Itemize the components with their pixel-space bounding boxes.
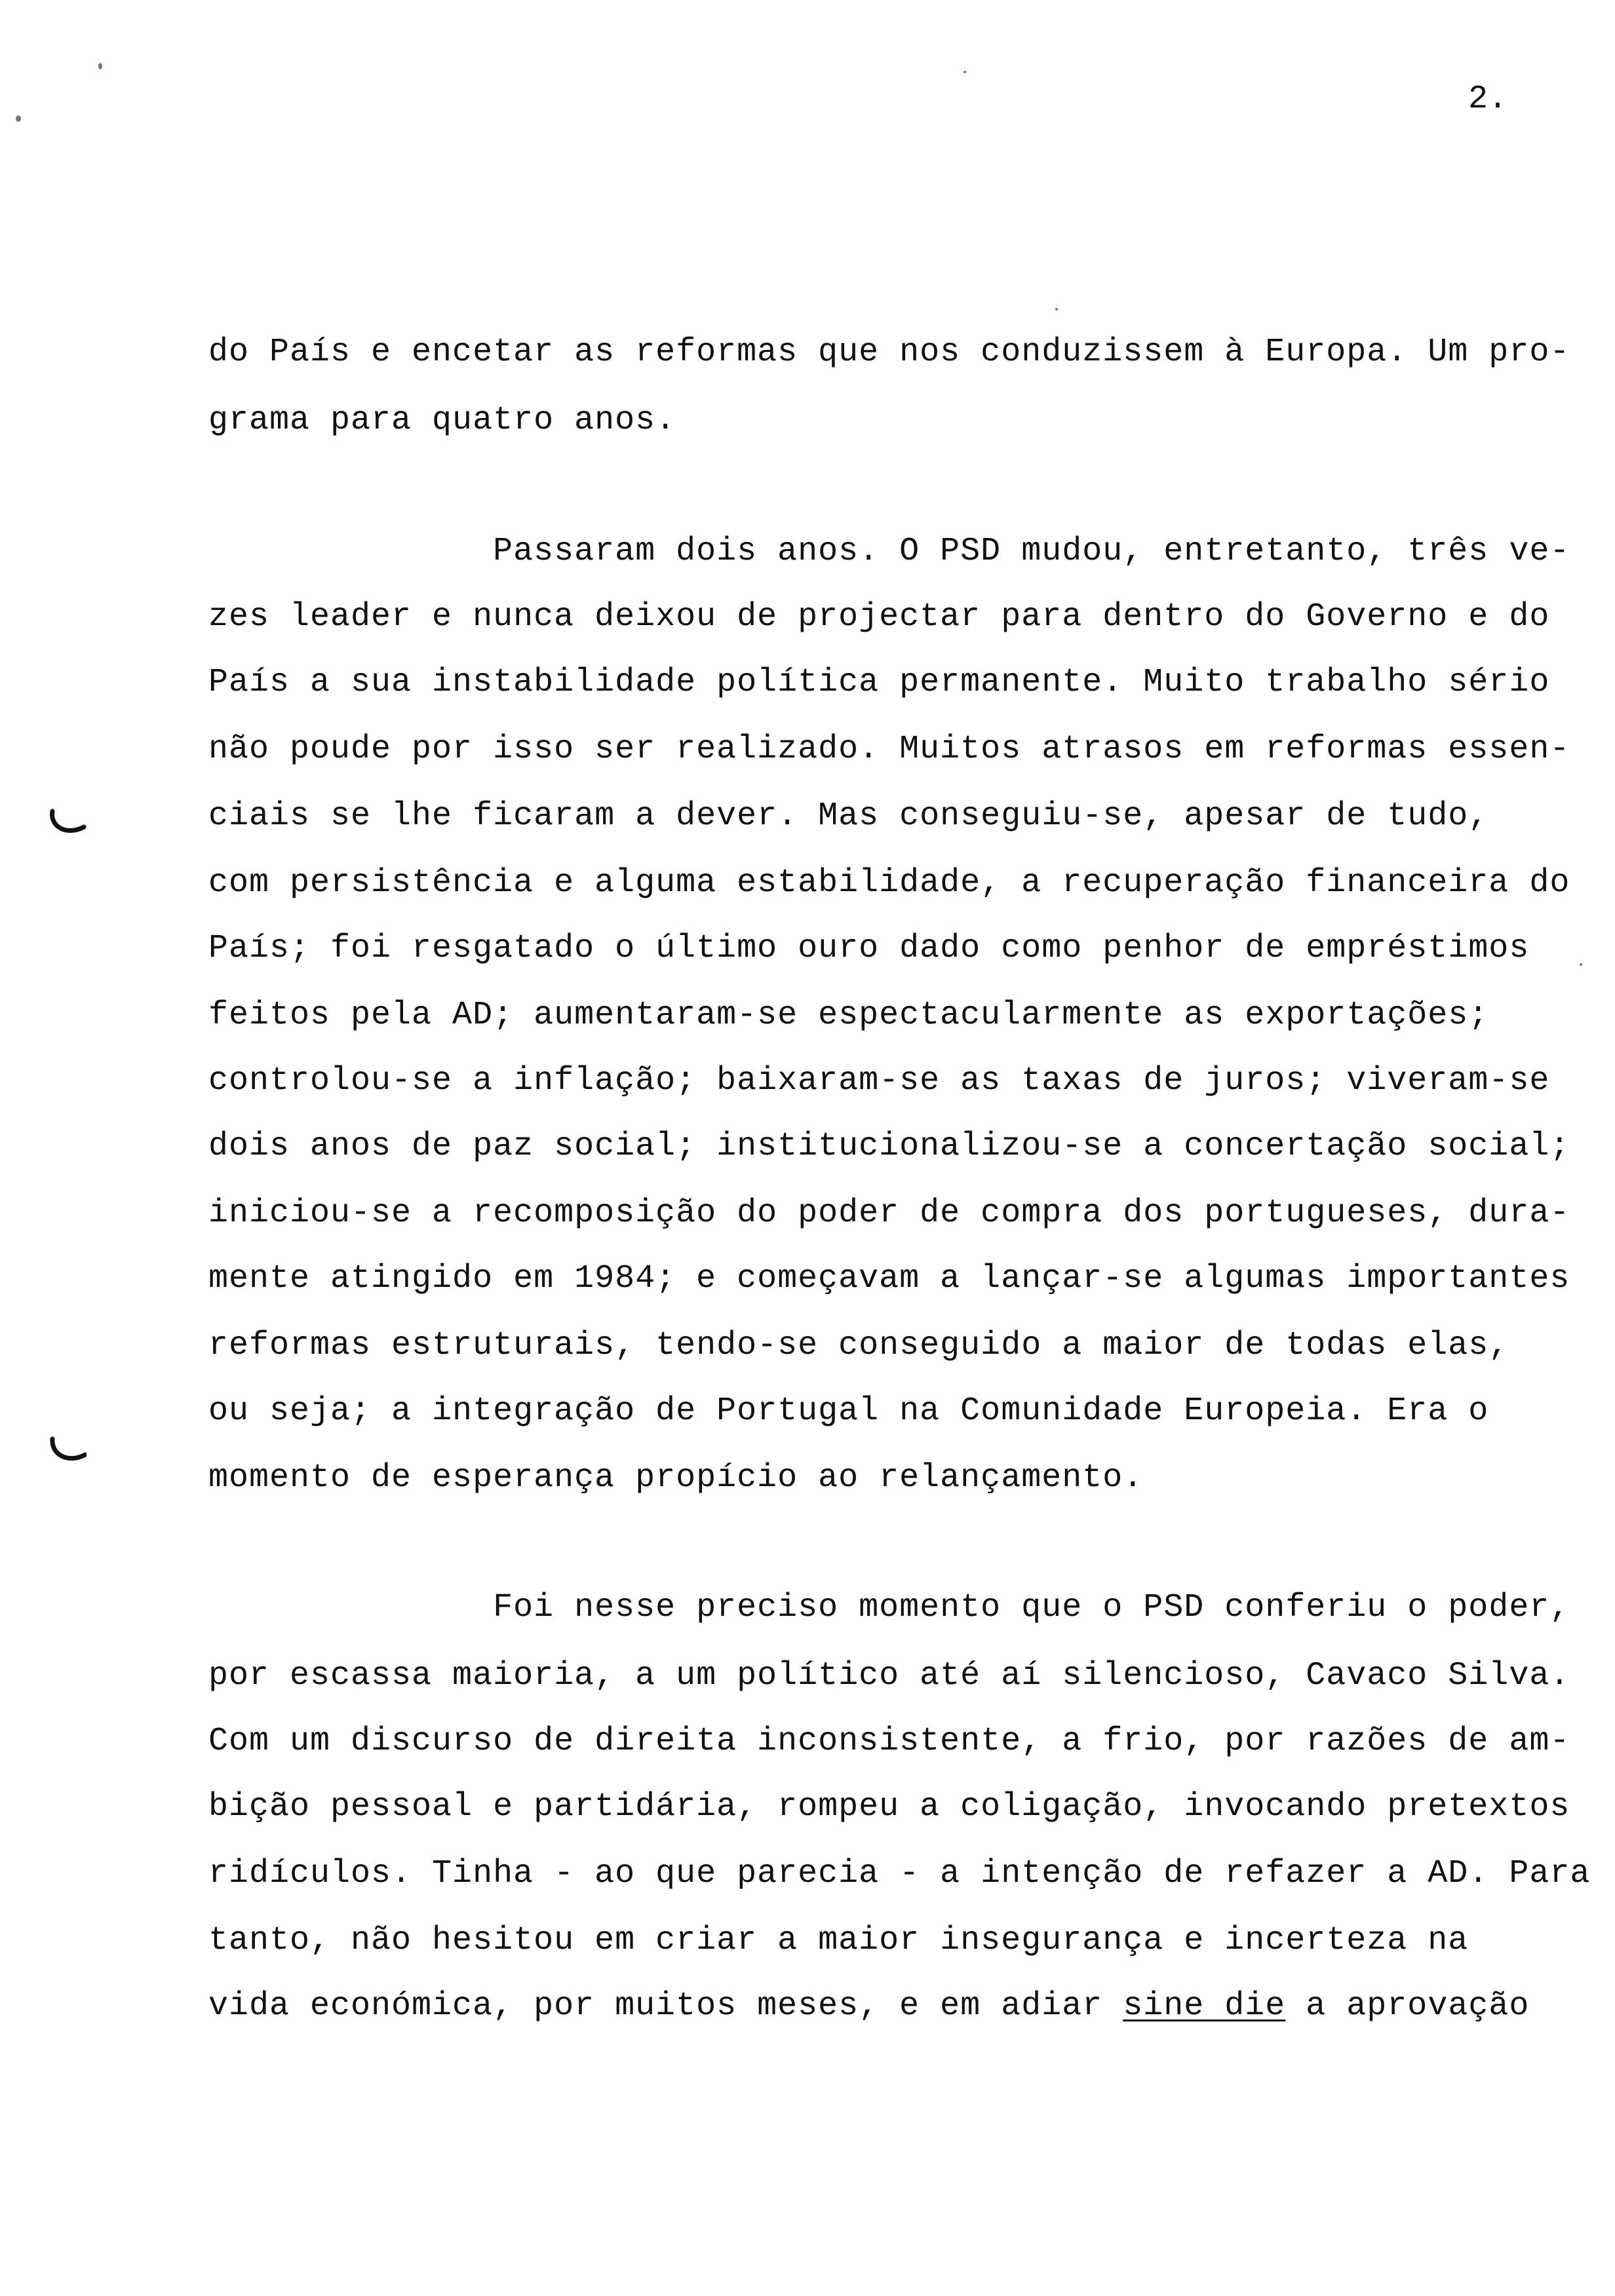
punch-hole-icon (47, 1435, 87, 1468)
text-line: não poude por isso ser realizado. Muitos atrasos em reformas essen- (208, 731, 1570, 768)
text-line: Foi nesse preciso momento que o PSD conferiu o poder, (208, 1589, 1570, 1626)
text-line: mente atingido em 1984; e começavam a lançar-se algumas importantes (208, 1260, 1570, 1297)
text-line: ou seja; a integração de Portugal na Comunidade Europeia. Era o (208, 1392, 1489, 1430)
text-line: momento de esperança propício ao relançamento. (208, 1459, 1144, 1497)
text-line: Passaram dois anos. O PSD mudou, entretanto, três ve- (208, 533, 1570, 570)
punch-hole-icon (47, 807, 87, 840)
scan-speck (1055, 308, 1058, 311)
text-line: por escassa maioria, a um político até aí silencioso, Cavaco Silva. (208, 1657, 1570, 1694)
text-line-last (208, 1987, 1529, 2026)
text-line: controlou-se a inflação; baixaram-se as taxas de juros; viveram-se (208, 1062, 1550, 1100)
text-line: ridículos. Tinha - ao que parecia - a intenção de refazer a AD. Para (208, 1855, 1591, 1892)
scan-speck (963, 71, 966, 73)
text-line: iniciou-se a recomposição do poder de compra dos portugueses, dura- (208, 1195, 1570, 1232)
text-line: com persistência e alguma estabilidade, a recuperação financeira do (208, 864, 1570, 902)
page-number: 2. (1468, 81, 1508, 118)
text-segment: a aprovação (1285, 1987, 1530, 2025)
scan-speck (98, 63, 102, 69)
text-line: do País e encetar as reformas que nos conduzissem à Europa. Um pro- (208, 334, 1570, 371)
text-line: País; foi resgatado o último ouro dado como penhor de empréstimos (208, 930, 1530, 967)
scan-speck (16, 115, 21, 122)
text-line: zes leader e nunca deixou de projectar para dentro do Governo e do (208, 598, 1550, 636)
text-line: ciais se lhe ficaram a dever. Mas conseguiu-se, apesar de tudo, (208, 797, 1489, 835)
text-line: reformas estruturais, tendo-se conseguido a maior de todas elas, (208, 1327, 1509, 1364)
text-segment: vida económica, por muitos meses, e em adiar (208, 1987, 1123, 2025)
text-line: bição pessoal e partidária, rompeu a coligação, invocando pretextos (208, 1788, 1570, 1826)
scan-speck (1580, 963, 1582, 966)
text-line: feitos pela AD; aumentaram-se espectacularmente as exportações; (208, 997, 1489, 1034)
underlined-phrase: sine die (1123, 1987, 1286, 2025)
text-line: Com um discurso de direita inconsistente, a frio, por razões de am- (208, 1723, 1570, 1760)
text-line: País a sua instabilidade política permanente. Muito trabalho sério (208, 664, 1550, 701)
text-line: tanto, não hesitou em criar a maior insegurança e incerteza na (208, 1922, 1469, 1959)
text-line: dois anos de paz social; institucionalizou-se a concertação social; (208, 1128, 1570, 1165)
text-line: grama para quatro anos. (208, 402, 676, 439)
